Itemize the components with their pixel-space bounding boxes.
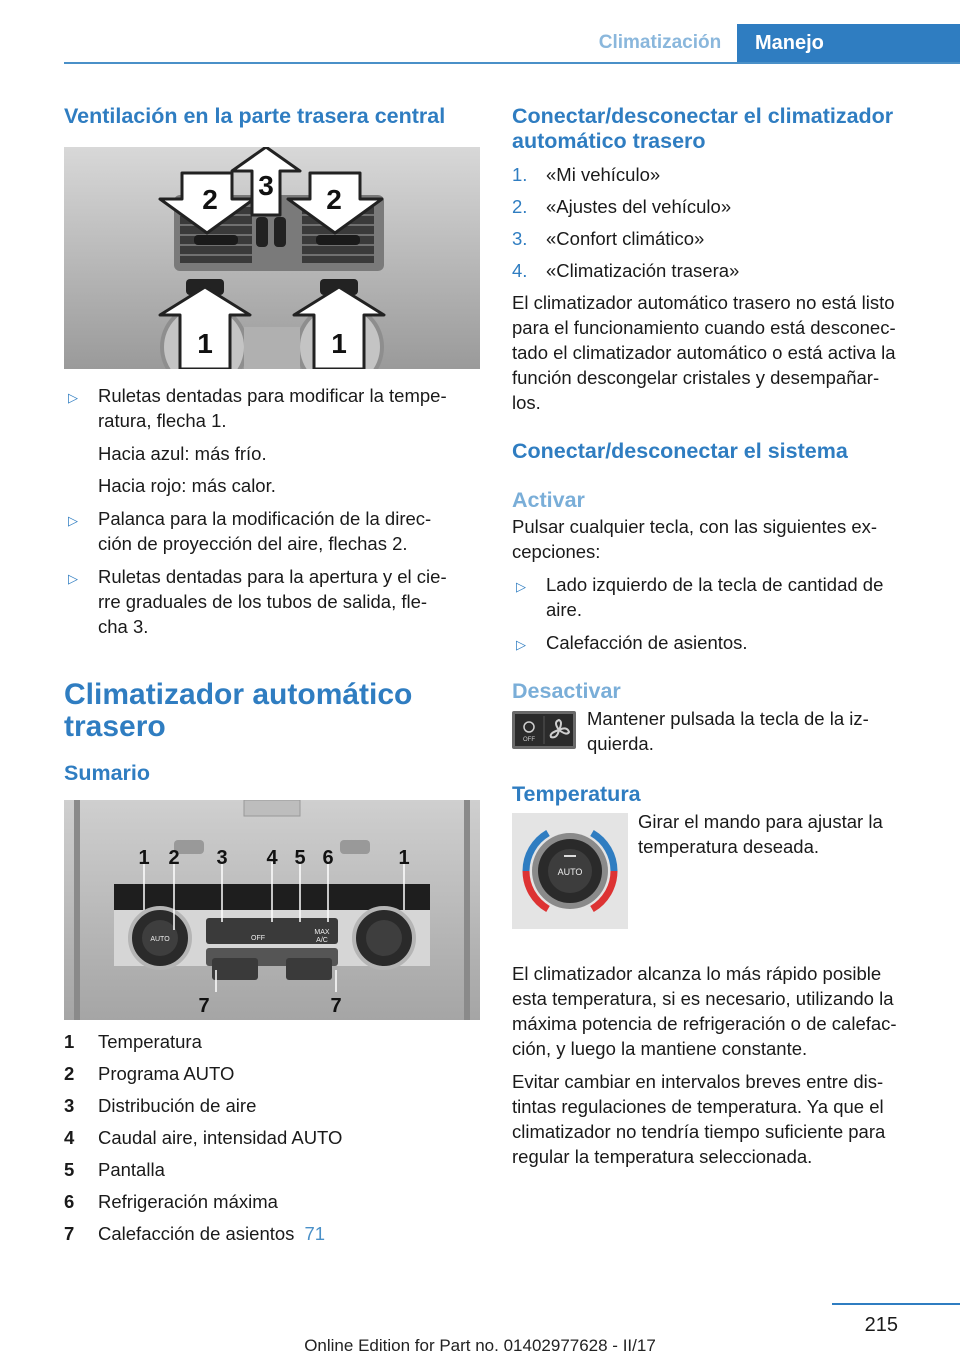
activar-bullets	[512, 572, 932, 655]
paragraph-line: climatizador no tendría tiempo suficiente para	[512, 1121, 886, 1142]
off-button-label: OFF	[251, 935, 265, 942]
step-text: «Climatización trasera»	[546, 260, 740, 281]
step-number: 3.	[512, 228, 528, 249]
legend-number: 1	[64, 1031, 75, 1052]
panel-label-7a: 7	[198, 995, 210, 1017]
chapter-tab: Manejo	[737, 24, 960, 62]
system-heading: Conectar/desconectar el sistema	[512, 439, 848, 463]
temperature-paragraph-2	[512, 1069, 932, 1169]
paragraph-line: ción, y luego la mantiene constante.	[512, 1038, 808, 1059]
steps-list	[512, 162, 932, 283]
paragraph-line: quierda.	[587, 733, 654, 754]
activar-heading: Activar	[512, 488, 585, 512]
legend-number: 6	[64, 1191, 75, 1212]
paragraph-line: los.	[512, 392, 541, 413]
legend-item	[64, 1154, 482, 1186]
paragraph-line: esta temperatura, si es necesario, utilizando la	[512, 988, 894, 1009]
step-item	[512, 226, 932, 251]
desactivar-heading: Desactivar	[512, 679, 621, 703]
vent-label-1a: 1	[197, 328, 213, 359]
step-number: 4.	[512, 260, 528, 281]
bullet-line: Palanca para la modificación de la direc-	[98, 508, 432, 529]
vent-bullet	[64, 383, 482, 498]
rear-vent-photo	[64, 147, 480, 369]
legend-text: Temperatura	[98, 1031, 202, 1052]
footer-edition: Online Edition for Part no. 01402977628 - II/17	[304, 1336, 656, 1355]
activar-paragraph	[512, 514, 932, 564]
vent-bullet	[64, 506, 482, 556]
paragraph-line: tado el climatizador automático o está activa la	[512, 342, 896, 363]
bullet-line: Hacia rojo: más calor.	[98, 475, 276, 496]
control-panel-illustration	[64, 800, 480, 1020]
temperature-row	[512, 809, 932, 953]
bullet-line: Ruletas dentadas para la apertura y el cie-	[98, 566, 447, 587]
off-key-label: OFF	[523, 737, 535, 743]
bullet-line: rre graduales de los tubos de salida, fle-	[98, 591, 428, 612]
triangle-bullet-icon: ▷	[68, 513, 78, 528]
legend-item	[64, 1122, 482, 1154]
main-heading	[64, 679, 482, 743]
panel-label-6: 6	[322, 847, 334, 869]
step-item	[512, 162, 932, 187]
paragraph-line: función descongelar cristales y desempañar-	[512, 367, 880, 388]
legend-number: 2	[64, 1063, 75, 1084]
main-heading-line: Climatizador automático	[64, 678, 413, 711]
vent-label-3: 3	[258, 170, 274, 201]
legend-text: Refrigeración máxima	[98, 1191, 278, 1212]
paragraph-line: tintas regulaciones de temperatura. Ya que el	[512, 1096, 884, 1117]
legend-text: Caudal aire, intensidad AUTO	[98, 1127, 343, 1148]
connect-heading-line: Conectar/desconectar el climatizador	[512, 104, 894, 128]
panel-label-3: 3	[216, 847, 228, 869]
vent-label-2a: 2	[202, 184, 218, 215]
panel-label-7b: 7	[330, 995, 342, 1017]
paragraph-line: El climatizador alcanza lo más rápido posible	[512, 963, 882, 984]
vent-label-2b: 2	[326, 184, 342, 215]
bullet-line: ratura, flecha 1.	[98, 410, 227, 431]
connect-heading-line: automático trasero	[512, 129, 706, 153]
desactivar-text	[587, 706, 932, 756]
header-rule	[64, 62, 960, 64]
panel-label-1a: 1	[138, 847, 150, 869]
connect-heading	[512, 104, 932, 154]
paragraph-line: temperatura deseada.	[638, 836, 820, 857]
knob-auto-label: AUTO	[557, 867, 583, 877]
auto-button-label: AUTO	[150, 936, 170, 943]
right-column	[512, 100, 932, 1169]
paragraph-line: Evitar cambiar en intervalos breves entre dis-	[512, 1071, 884, 1092]
page-number-rule	[832, 1303, 960, 1305]
legend-number: 5	[64, 1159, 75, 1180]
sumario-heading: Sumario	[64, 761, 151, 785]
panel-label-2: 2	[168, 847, 180, 869]
paragraph-line: para el funcionamiento cuando está desconec-	[512, 317, 896, 338]
bullet-line: aire.	[546, 599, 582, 620]
paragraph-line: cepciones:	[512, 541, 601, 562]
step-number: 1.	[512, 164, 528, 185]
step-text: «Mi vehículo»	[546, 164, 661, 185]
desactivar-row	[512, 706, 932, 762]
temperature-paragraph-1	[512, 961, 932, 1061]
legend-item	[64, 1186, 482, 1218]
ac-button-label: A/C	[316, 937, 328, 944]
triangle-bullet-icon: ▷	[68, 571, 78, 586]
paragraph-line: regular la temperatura seleccionada.	[512, 1146, 813, 1167]
paragraph-line: Mantener pulsada la tecla de la iz-	[587, 708, 869, 729]
triangle-bullet-icon: ▷	[68, 390, 78, 405]
activar-bullet	[512, 630, 932, 655]
activar-bullet	[512, 572, 932, 622]
temperature-heading: Temperatura	[512, 782, 641, 806]
triangle-bullet-icon: ▷	[516, 637, 526, 652]
panel-label-5: 5	[294, 847, 306, 869]
legend-number: 4	[64, 1127, 75, 1148]
step-text: «Ajustes del vehículo»	[546, 196, 732, 217]
legend-item	[64, 1058, 482, 1090]
paragraph-line: Pulsar cualquier tecla, con las siguientes ex-	[512, 516, 878, 537]
legend-text: Calefacción de asientos	[98, 1223, 295, 1244]
left-column	[64, 100, 482, 1250]
paragraph-line: El climatizador automático trasero no está listo	[512, 292, 895, 313]
legend-text: Programa AUTO	[98, 1063, 235, 1084]
bullet-line: Lado izquierdo de la tecla de cantidad de	[546, 574, 884, 595]
off-fan-key-icon	[512, 711, 576, 749]
step-number: 2.	[512, 196, 528, 217]
legend-item	[64, 1218, 482, 1250]
page-number: 215	[864, 1314, 898, 1336]
control-panel-photo	[64, 800, 480, 1020]
legend-number: 7	[64, 1223, 75, 1244]
vent-bullet-list	[64, 383, 482, 639]
triangle-bullet-icon: ▷	[516, 579, 526, 594]
bullet-line: cha 3.	[98, 616, 149, 637]
vent-heading: Ventilación en la parte trasera central	[64, 104, 446, 128]
bullet-line: Hacia azul: más frío.	[98, 443, 267, 464]
rear-vent-illustration	[64, 147, 480, 369]
bullet-line: Calefacción de asientos.	[546, 632, 748, 653]
legend-list	[64, 1026, 482, 1250]
section-title: Climatización	[598, 32, 722, 53]
paragraph-line: máxima potencia de refrigeración o de calefac-	[512, 1013, 897, 1034]
bullet-line: ción de proyección del aire, flechas 2.	[98, 533, 408, 554]
panel-label-4: 4	[266, 847, 278, 869]
legend-text: Distribución de aire	[98, 1095, 257, 1116]
temperature-knob-icon	[512, 813, 628, 929]
main-heading-line: trasero	[64, 710, 166, 743]
vent-label-1b: 1	[331, 328, 347, 359]
paragraph-line: Girar el mando para ajustar la	[638, 811, 883, 832]
connect-paragraph	[512, 290, 932, 415]
bullet-line: Ruletas dentadas para modificar la tempe-	[98, 385, 447, 406]
legend-item	[64, 1090, 482, 1122]
max-button-label: MAX	[314, 929, 330, 936]
page-reference-link[interactable]: 71	[304, 1223, 326, 1244]
step-text: «Confort climático»	[546, 228, 705, 249]
vent-bullet	[64, 564, 482, 639]
legend-number: 3	[64, 1095, 75, 1116]
step-item	[512, 194, 932, 219]
temperature-text	[638, 809, 932, 859]
legend-text: Pantalla	[98, 1159, 165, 1180]
step-item	[512, 258, 932, 283]
legend-item	[64, 1026, 482, 1058]
panel-label-1b: 1	[398, 847, 410, 869]
